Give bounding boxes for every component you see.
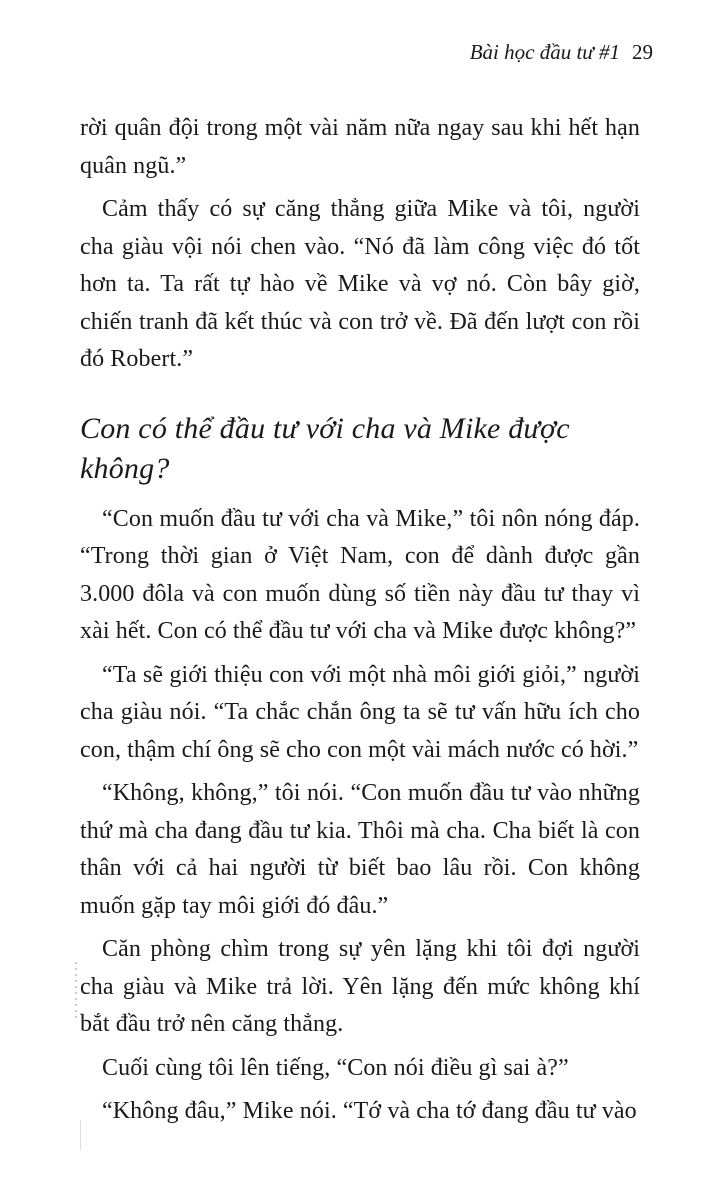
chapter-title: Bài học đầu tư #1 [469,40,620,64]
paragraph: Căn phòng chìm trong sự yên lặng khi tôi đợi người cha giàu và Mike trả lời. Yên lặng đến mức không khí bắt đầu trở nên căng thẳng. [80,936,640,1037]
running-header [470,40,653,65]
page-number: 29 [632,40,653,64]
paragraph: “Con muốn đầu tư với cha và Mike,” tôi nôn nóng đáp. “Trong thời gian ở Việt Nam, con để dành được gần 3.000 đôla và con muốn dùng số tiền này đầu tư thay vì xài hết. Con có thể đầu tư với cha và Mike được không?” [80,505,640,644]
margin-scan-dots [75,960,77,1020]
paragraph: “Không đâu,” Mike nói. “Tớ và cha tớ đang đầu tư vào [102,1098,637,1124]
paragraph: “Không, không,” tôi nói. “Con muốn đầu tư vào những thứ mà cha đang đầu tư kia. Thôi mà cha. Cha biết là con thân với cả hai người từ biết bao lâu rồi. Con không muốn gặp tay môi giới đó đâu.” [80,780,640,919]
paragraph: Cảm thấy có sự căng thẳng giữa Mike và tôi, người cha giàu vội nói chen vào. “Nó đã làm công việc đó tốt hơn ta. Ta rất tự hào về Mike và vợ nó. Còn bây giờ, chiến tranh đã kết thúc và con trở về. Đã đến lượt con rồi đó Robert.” [80,196,640,372]
paragraph: Cuối cùng tôi lên tiếng, “Con nói điều gì sai à?” [102,1054,569,1081]
paragraph: rời quân đội trong một vài năm nữa ngay sau khi hết hạn quân ngũ.” [80,115,640,179]
paragraph: “Ta sẽ giới thiệu con với một nhà môi giới giỏi,” người cha giàu nói. “Ta chắc chắn ông ta sẽ tư vấn hữu ích cho con, thậm chí ông sẽ cho con một vài mách nước có hời.” [80,661,640,763]
body-text [80,110,640,1137]
section-heading: Con có thể đầu tư với cha và Mike được không? [80,411,570,485]
margin-scan-mark [80,1120,87,1150]
